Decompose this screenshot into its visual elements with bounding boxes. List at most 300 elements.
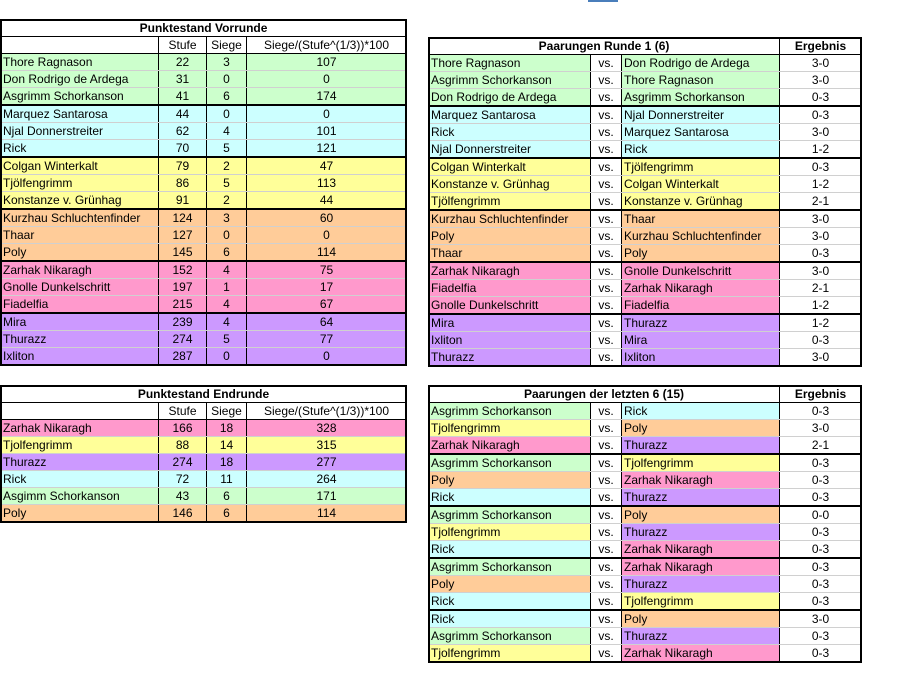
player-b-cell[interactable]: Konstanze v. Grünhag [622, 193, 780, 211]
siege-cell[interactable]: 6 [207, 505, 247, 523]
vs-cell[interactable]: vs. [591, 524, 622, 541]
stufe-cell[interactable]: 91 [159, 192, 207, 210]
player-name-cell[interactable]: Mira [1, 313, 159, 331]
player-a-cell[interactable]: Thaar [429, 245, 591, 263]
score-cell[interactable]: 171 [247, 488, 407, 505]
vs-cell[interactable]: vs. [591, 193, 622, 211]
siege-header: Siege [207, 403, 247, 420]
score-header: Siege/(Stufe^(1/3))*100 [247, 403, 407, 420]
vs-cell[interactable]: vs. [591, 454, 622, 472]
stufe-cell[interactable]: 146 [159, 505, 207, 523]
player-a-cell[interactable]: Tjolfengrimm [429, 524, 591, 541]
score-cell[interactable]: 174 [247, 88, 407, 106]
vs-cell[interactable]: vs. [591, 489, 622, 507]
player-name-cell[interactable]: Njal Donnerstreiter [1, 123, 159, 140]
siege-cell[interactable]: 4 [207, 313, 247, 331]
result-cell[interactable]: 1-2 [780, 176, 862, 193]
result-cell[interactable]: 0-3 [780, 158, 862, 176]
siege-cell[interactable]: 18 [207, 420, 247, 437]
stufe-cell[interactable]: 86 [159, 175, 207, 192]
pairing-row [429, 55, 862, 72]
player-name-cell[interactable]: Gnolle Dunkelschritt [1, 279, 159, 296]
result-cell[interactable]: 1-2 [780, 141, 862, 159]
siege-cell[interactable]: 2 [207, 157, 247, 175]
player-b-cell[interactable]: Gnolle Dunkelschritt [622, 262, 780, 280]
siege-cell[interactable]: 5 [207, 140, 247, 158]
stufe-cell[interactable]: 41 [159, 88, 207, 106]
player-b-cell[interactable]: Njal Donnerstreiter [622, 106, 780, 124]
result-cell[interactable]: 0-3 [780, 489, 862, 507]
player-b-cell[interactable]: Poly [622, 420, 780, 437]
vs-cell[interactable]: vs. [591, 403, 622, 420]
stufe-cell[interactable]: 145 [159, 244, 207, 262]
siege-cell[interactable]: 0 [207, 227, 247, 244]
player-name-cell[interactable]: Asgrimm Schorkanson [1, 88, 159, 106]
result-cell[interactable]: 0-3 [780, 593, 862, 611]
pairing-row [429, 349, 862, 367]
stufe-header: Stufe [159, 37, 207, 54]
vs-cell[interactable]: vs. [591, 472, 622, 489]
vs-cell[interactable]: vs. [591, 124, 622, 141]
player-name-cell[interactable]: Tjölfengrimm [1, 175, 159, 192]
result-cell[interactable]: 3-0 [780, 228, 862, 245]
player-a-cell[interactable]: Konstanze v. Grünhag [429, 176, 591, 193]
runde1-title: Paarungen Runde 1 (6) [429, 38, 780, 55]
score-cell[interactable]: 0 [247, 105, 407, 123]
result-cell[interactable]: 3-0 [780, 262, 862, 280]
player-b-cell[interactable]: Poly [622, 610, 780, 628]
vs-cell[interactable]: vs. [591, 72, 622, 89]
vs-cell[interactable]: vs. [591, 245, 622, 263]
vs-cell[interactable]: vs. [591, 645, 622, 663]
vs-cell[interactable]: vs. [591, 628, 622, 645]
siege-cell[interactable]: 4 [207, 123, 247, 140]
player-b-cell[interactable]: Thurazz [622, 628, 780, 645]
result-cell[interactable]: 0-3 [780, 403, 862, 420]
standings-row [1, 348, 407, 366]
stufe-cell[interactable]: 70 [159, 140, 207, 158]
siege-cell[interactable]: 6 [207, 488, 247, 505]
stufe-cell[interactable]: 72 [159, 471, 207, 488]
result-cell[interactable]: 0-3 [780, 245, 862, 263]
player-name-cell[interactable]: Thurazz [1, 331, 159, 348]
score-cell[interactable]: 60 [247, 209, 407, 227]
player-b-cell[interactable]: Rick [622, 403, 780, 420]
stufe-cell[interactable]: 31 [159, 71, 207, 88]
pairing-row [429, 524, 862, 541]
pairing-row [429, 454, 862, 472]
pairing-row [429, 262, 862, 280]
pairing-row [429, 610, 862, 628]
standings-row [1, 296, 407, 314]
stufe-cell[interactable]: 79 [159, 157, 207, 175]
player-a-cell[interactable]: Asgrimm Schorkanson [429, 403, 591, 420]
result-cell[interactable]: 0-3 [780, 454, 862, 472]
result-cell[interactable]: 3-0 [780, 349, 862, 367]
pairing-row [429, 245, 862, 263]
player-a-cell[interactable]: Tjölfengrimm [429, 193, 591, 211]
player-name-cell[interactable]: Kurzhau Schluchtenfinder [1, 209, 159, 227]
player-a-cell[interactable]: Rick [429, 541, 591, 559]
player-b-cell[interactable]: Zarhak Nikaragh [622, 472, 780, 489]
vs-cell[interactable]: vs. [591, 593, 622, 611]
player-b-cell[interactable]: Don Rodrigo de Ardega [622, 55, 780, 72]
player-b-cell[interactable]: Tjolfengrimm [622, 593, 780, 611]
player-b-cell[interactable]: Mira [622, 332, 780, 349]
vs-cell[interactable]: vs. [591, 176, 622, 193]
result-cell[interactable]: 3-0 [780, 124, 862, 141]
player-name-cell[interactable]: Zarhak Nikaragh [1, 420, 159, 437]
siege-cell[interactable]: 4 [207, 261, 247, 279]
result-cell[interactable]: 0-3 [780, 645, 862, 663]
score-cell[interactable]: 121 [247, 140, 407, 158]
pairing-row [429, 558, 862, 576]
vorrunde-standings-table [0, 19, 407, 366]
vs-cell[interactable]: vs. [591, 420, 622, 437]
result-cell[interactable]: 0-3 [780, 558, 862, 576]
pairing-row [429, 280, 862, 297]
player-b-cell[interactable]: Tjölfengrimm [622, 158, 780, 176]
runde1-pairings-table [428, 37, 862, 367]
player-name-cell[interactable]: Thurazz [1, 454, 159, 471]
result-cell[interactable]: 3-0 [780, 610, 862, 628]
siege-cell[interactable]: 0 [207, 348, 247, 366]
endrunde-title: Punktestand Endrunde [1, 386, 407, 403]
stufe-cell[interactable]: 127 [159, 227, 207, 244]
vs-cell[interactable]: vs. [591, 158, 622, 176]
standings-row [1, 175, 407, 192]
player-a-cell[interactable]: Rick [429, 124, 591, 141]
siege-cell[interactable]: 0 [207, 71, 247, 88]
player-b-cell[interactable]: Zarhak Nikaragh [622, 558, 780, 576]
player-a-cell[interactable]: Zarhak Nikaragh [429, 262, 591, 280]
player-name-cell[interactable]: Konstanze v. Grünhag [1, 192, 159, 210]
player-a-cell[interactable]: Asgrimm Schorkanson [429, 628, 591, 645]
score-cell[interactable]: 277 [247, 454, 407, 471]
player-a-cell[interactable]: Gnolle Dunkelschritt [429, 297, 591, 315]
result-cell[interactable]: 3-0 [780, 420, 862, 437]
pairing-row [429, 176, 862, 193]
result-cell[interactable]: 1-2 [780, 297, 862, 315]
score-cell[interactable]: 107 [247, 54, 407, 71]
player-a-cell[interactable]: Thurazz [429, 349, 591, 367]
letzte6-pairings-table [428, 385, 862, 663]
pairing-row [429, 420, 862, 437]
player-a-cell[interactable]: Ixliton [429, 332, 591, 349]
standings-row [1, 331, 407, 348]
stufe-cell[interactable]: 62 [159, 123, 207, 140]
vs-cell[interactable]: vs. [591, 210, 622, 228]
stufe-cell[interactable]: 44 [159, 105, 207, 123]
score-cell[interactable]: 328 [247, 420, 407, 437]
standings-row [1, 454, 407, 471]
siege-cell[interactable]: 6 [207, 244, 247, 262]
vs-cell[interactable]: vs. [591, 262, 622, 280]
player-b-cell[interactable]: Fiadelfia [622, 297, 780, 315]
stufe-cell[interactable]: 22 [159, 54, 207, 71]
pairing-row [429, 314, 862, 332]
standings-row [1, 471, 407, 488]
player-name-cell[interactable]: Zarhak Nikaragh [1, 261, 159, 279]
player-b-cell[interactable]: Thurazz [622, 576, 780, 593]
score-cell[interactable]: 101 [247, 123, 407, 140]
siege-cell[interactable]: 0 [207, 105, 247, 123]
result-cell[interactable]: 0-3 [780, 332, 862, 349]
vs-cell[interactable]: vs. [591, 610, 622, 628]
player-b-cell[interactable]: Thurazz [622, 314, 780, 332]
player-a-cell[interactable]: Colgan Winterkalt [429, 158, 591, 176]
stufe-cell[interactable]: 152 [159, 261, 207, 279]
result-cell[interactable]: 3-0 [780, 210, 862, 228]
player-b-cell[interactable]: Zarhak Nikaragh [622, 645, 780, 663]
score-cell[interactable]: 264 [247, 471, 407, 488]
vs-cell[interactable]: vs. [591, 437, 622, 455]
siege-cell[interactable]: 11 [207, 471, 247, 488]
pairing-row [429, 506, 862, 524]
stufe-cell[interactable]: 274 [159, 454, 207, 471]
player-a-cell[interactable]: Asgrimm Schorkanson [429, 506, 591, 524]
vs-cell[interactable]: vs. [591, 558, 622, 576]
standings-row [1, 505, 407, 523]
player-a-cell[interactable]: Asgrimm Schorkanson [429, 454, 591, 472]
player-b-cell[interactable]: Marquez Santarosa [622, 124, 780, 141]
player-b-cell[interactable]: Thurazz [622, 437, 780, 455]
result-cell[interactable]: 3-0 [780, 55, 862, 72]
player-name-cell[interactable]: Rick [1, 471, 159, 488]
player-b-cell[interactable]: Kurzhau Schluchtenfinder [622, 228, 780, 245]
pairing-row [429, 645, 862, 663]
cell-selection-edge [588, 0, 618, 2]
result-cell[interactable]: 2-1 [780, 280, 862, 297]
player-a-cell[interactable]: Rick [429, 593, 591, 611]
pairing-row [429, 541, 862, 559]
player-a-cell[interactable]: Asgrimm Schorkanson [429, 558, 591, 576]
player-a-cell[interactable]: Tjolfengrimm [429, 645, 591, 663]
vs-cell[interactable]: vs. [591, 506, 622, 524]
player-a-cell[interactable]: Zarhak Nikaragh [429, 437, 591, 455]
stufe-header: Stufe [159, 403, 207, 420]
pairing-row [429, 628, 862, 645]
score-cell[interactable]: 47 [247, 157, 407, 175]
standings-row [1, 123, 407, 140]
player-name-cell[interactable]: Ixliton [1, 348, 159, 366]
score-cell[interactable]: 113 [247, 175, 407, 192]
player-name-cell[interactable]: Fiadelfia [1, 296, 159, 314]
player-b-cell[interactable]: Thurazz [622, 489, 780, 507]
standings-row [1, 209, 407, 227]
player-b-cell[interactable]: Colgan Winterkalt [622, 176, 780, 193]
player-b-cell[interactable]: Thurazz [622, 524, 780, 541]
standings-row [1, 192, 407, 210]
score-cell[interactable]: 0 [247, 71, 407, 88]
result-cell[interactable]: 0-0 [780, 506, 862, 524]
player-a-cell[interactable]: Kurzhau Schluchtenfinder [429, 210, 591, 228]
player-name-cell[interactable]: Asgimm Schorkanson [1, 488, 159, 505]
stufe-cell[interactable]: 287 [159, 348, 207, 366]
player-a-cell[interactable]: Poly [429, 228, 591, 245]
player-name-cell[interactable]: Poly [1, 505, 159, 523]
player-b-cell[interactable]: Poly [622, 506, 780, 524]
siege-cell[interactable]: 1 [207, 279, 247, 296]
pairing-row [429, 472, 862, 489]
standings-row [1, 157, 407, 175]
standings-row [1, 488, 407, 505]
result-cell[interactable]: 0-3 [780, 89, 862, 107]
pairing-row [429, 193, 862, 211]
standings-row [1, 261, 407, 279]
result-cell[interactable]: 2-1 [780, 193, 862, 211]
name-header-blank [1, 37, 159, 54]
score-cell[interactable]: 75 [247, 261, 407, 279]
letzte6-result-header: Ergebnis [780, 386, 862, 403]
score-cell[interactable]: 0 [247, 227, 407, 244]
player-b-cell[interactable]: Zarhak Nikaragh [622, 541, 780, 559]
stufe-cell[interactable]: 239 [159, 313, 207, 331]
pairing-row [429, 437, 862, 455]
player-a-cell[interactable]: Asgrimm Schorkanson [429, 72, 591, 89]
stufe-cell[interactable]: 197 [159, 279, 207, 296]
pairing-row [429, 576, 862, 593]
player-a-cell[interactable]: Poly [429, 576, 591, 593]
player-b-cell[interactable]: Thaar [622, 210, 780, 228]
player-a-cell[interactable]: Rick [429, 610, 591, 628]
siege-cell[interactable]: 3 [207, 54, 247, 71]
score-cell[interactable]: 64 [247, 313, 407, 331]
result-cell[interactable]: 0-3 [780, 472, 862, 489]
siege-cell[interactable]: 5 [207, 331, 247, 348]
pairing-row [429, 593, 862, 611]
vs-cell[interactable]: vs. [591, 89, 622, 107]
result-cell[interactable]: 1-2 [780, 314, 862, 332]
pairing-row [429, 210, 862, 228]
player-a-cell[interactable]: Thore Ragnason [429, 55, 591, 72]
player-name-cell[interactable]: Poly [1, 244, 159, 262]
player-name-cell[interactable]: Rick [1, 140, 159, 158]
player-b-cell[interactable]: Poly [622, 245, 780, 263]
standings-row [1, 437, 407, 454]
player-a-cell[interactable]: Tjolfengrimm [429, 420, 591, 437]
endrunde-standings-table [0, 385, 407, 523]
player-b-cell[interactable]: Thore Ragnason [622, 72, 780, 89]
siege-cell[interactable]: 6 [207, 88, 247, 106]
pairing-row [429, 297, 862, 315]
standings-row [1, 313, 407, 331]
siege-cell[interactable]: 4 [207, 296, 247, 314]
name-header-blank [1, 403, 159, 420]
stufe-cell[interactable]: 88 [159, 437, 207, 454]
stufe-cell[interactable]: 43 [159, 488, 207, 505]
stufe-cell[interactable]: 124 [159, 209, 207, 227]
siege-cell[interactable]: 14 [207, 437, 247, 454]
siege-cell[interactable]: 5 [207, 175, 247, 192]
result-cell[interactable]: 2-1 [780, 437, 862, 455]
player-b-cell[interactable]: Ixliton [622, 349, 780, 367]
player-a-cell[interactable]: Don Rodrigo de Ardega [429, 89, 591, 107]
player-b-cell[interactable]: Tjolfengrimm [622, 454, 780, 472]
vs-cell[interactable]: vs. [591, 314, 622, 332]
vs-cell[interactable]: vs. [591, 228, 622, 245]
vorrunde-title: Punktestand Vorrunde [1, 20, 407, 37]
standings-row [1, 54, 407, 71]
player-name-cell[interactable]: Thaar [1, 227, 159, 244]
score-cell[interactable]: 17 [247, 279, 407, 296]
player-a-cell[interactable]: Marquez Santarosa [429, 106, 591, 124]
runde1-result-header: Ergebnis [780, 38, 862, 55]
player-a-cell[interactable]: Fiadelfia [429, 280, 591, 297]
player-a-cell[interactable]: Rick [429, 489, 591, 507]
siege-header: Siege [207, 37, 247, 54]
vs-cell[interactable]: vs. [591, 576, 622, 593]
stufe-cell[interactable]: 215 [159, 296, 207, 314]
result-cell[interactable]: 0-3 [780, 106, 862, 124]
score-header: Siege/(Stufe^(1/3))*100 [247, 37, 407, 54]
standings-row [1, 88, 407, 106]
standings-row [1, 420, 407, 437]
pairing-row [429, 106, 862, 124]
vs-cell[interactable]: vs. [591, 55, 622, 72]
letzte6-title: Paarungen der letzten 6 (15) [429, 386, 780, 403]
stufe-cell[interactable]: 274 [159, 331, 207, 348]
player-name-cell[interactable]: Marquez Santarosa [1, 105, 159, 123]
siege-cell[interactable]: 3 [207, 209, 247, 227]
player-a-cell[interactable]: Njal Donnerstreiter [429, 141, 591, 159]
result-cell[interactable]: 0-3 [780, 576, 862, 593]
pairing-row [429, 228, 862, 245]
player-a-cell[interactable]: Poly [429, 472, 591, 489]
result-cell[interactable]: 0-3 [780, 524, 862, 541]
pairing-row [429, 332, 862, 349]
vs-cell[interactable]: vs. [591, 332, 622, 349]
score-cell[interactable]: 77 [247, 331, 407, 348]
standings-row [1, 105, 407, 123]
stufe-cell[interactable]: 166 [159, 420, 207, 437]
vs-cell[interactable]: vs. [591, 349, 622, 367]
siege-cell[interactable]: 18 [207, 454, 247, 471]
player-name-cell[interactable]: Don Rodrigo de Ardega [1, 71, 159, 88]
siege-cell[interactable]: 2 [207, 192, 247, 210]
vs-cell[interactable]: vs. [591, 141, 622, 159]
vs-cell[interactable]: vs. [591, 280, 622, 297]
player-name-cell[interactable]: Colgan Winterkalt [1, 157, 159, 175]
score-cell[interactable]: 44 [247, 192, 407, 210]
score-cell[interactable]: 67 [247, 296, 407, 314]
vs-cell[interactable]: vs. [591, 297, 622, 315]
player-name-cell[interactable]: Thore Ragnason [1, 54, 159, 71]
vs-cell[interactable]: vs. [591, 541, 622, 559]
pairing-row [429, 403, 862, 420]
player-a-cell[interactable]: Mira [429, 314, 591, 332]
player-b-cell[interactable]: Zarhak Nikaragh [622, 280, 780, 297]
pairing-row [429, 489, 862, 507]
player-b-cell[interactable]: Asgrimm Schorkanson [622, 89, 780, 107]
result-cell[interactable]: 0-3 [780, 628, 862, 645]
score-cell[interactable]: 114 [247, 505, 407, 523]
vs-cell[interactable]: vs. [591, 106, 622, 124]
result-cell[interactable]: 3-0 [780, 72, 862, 89]
pairing-row [429, 72, 862, 89]
score-cell[interactable]: 315 [247, 437, 407, 454]
pairing-row [429, 141, 862, 159]
standings-row [1, 71, 407, 88]
pairing-row [429, 124, 862, 141]
result-cell[interactable]: 0-3 [780, 541, 862, 559]
score-cell[interactable]: 114 [247, 244, 407, 262]
player-name-cell[interactable]: Tjolfengrimm [1, 437, 159, 454]
standings-row [1, 279, 407, 296]
player-b-cell[interactable]: Rick [622, 141, 780, 159]
score-cell[interactable]: 0 [247, 348, 407, 366]
pairing-row [429, 89, 862, 107]
